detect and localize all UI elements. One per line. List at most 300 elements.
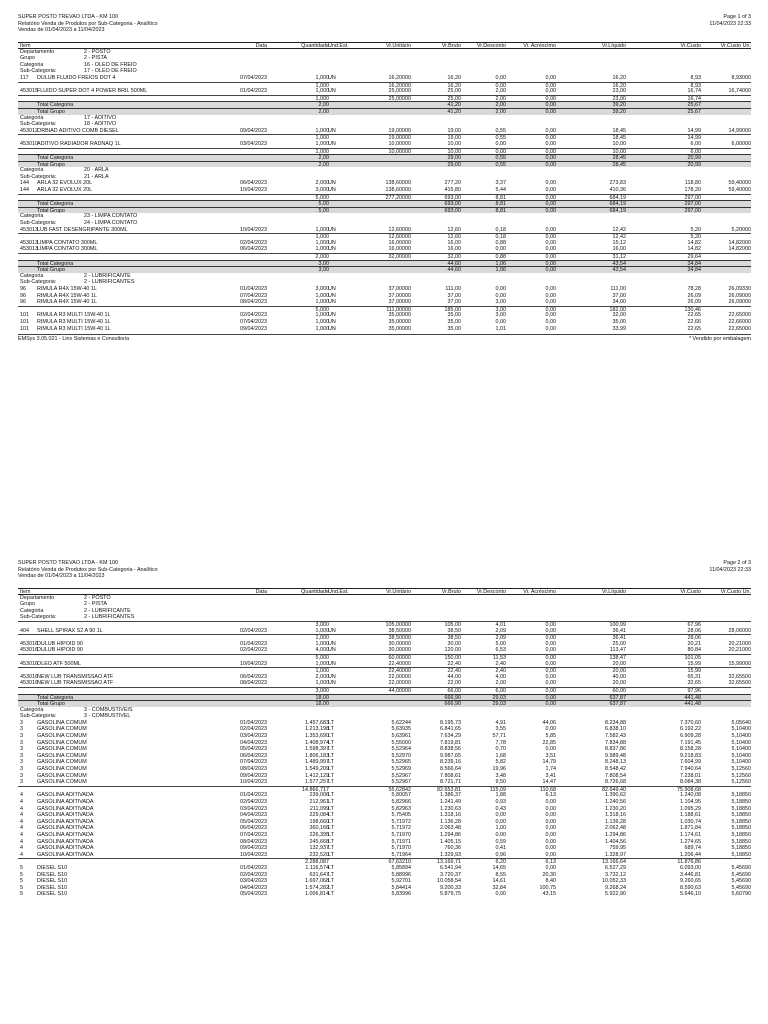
surcharge-value: 0,00: [545, 621, 556, 628]
company-name: SUPER POSTO TREVAO LTDA - KM 100: [18, 560, 118, 566]
quantity: 3,00: [318, 267, 329, 274]
unit-cost: 5,10400: [731, 726, 751, 733]
discount-value: 0,70: [495, 746, 506, 753]
unit-price: 5,82966: [391, 799, 411, 805]
report-rows: [18, 49, 751, 333]
quantity: 360,166: [309, 825, 329, 832]
unit-cost: 5,10400: [731, 739, 751, 746]
group-label: Sub-Categoria:: [20, 713, 57, 720]
discount-value: 3,37: [495, 180, 506, 187]
unit-price: 5,83996: [391, 891, 411, 898]
sale-date: 06/04/2023: [240, 673, 267, 680]
cost-value: 65,31: [687, 673, 701, 680]
group-value: 2 - LUBRIFICANTE: [84, 272, 131, 279]
group-heading-row: [18, 601, 751, 608]
gross-value: 693,00: [444, 207, 461, 214]
cost-value: 1.206,44: [680, 851, 701, 858]
unit-price: 5,71972: [391, 818, 411, 825]
unit-cost: 5,18850: [731, 845, 751, 852]
item-description: DULUB FLUIDO FREIOS DOT 4: [37, 74, 116, 81]
discount-value: 1,88: [495, 792, 506, 799]
table-row: [18, 885, 751, 892]
table-row: [18, 878, 751, 885]
discount-value: 0,55: [495, 155, 506, 162]
table-row: [18, 246, 751, 253]
gross-value: 1.405,15: [440, 838, 461, 845]
surcharge-value: 43,15: [542, 891, 556, 898]
unit-price: 5,84414: [391, 884, 411, 891]
quantity: 2.288,087: [305, 859, 329, 866]
gross-value: 760,36: [444, 845, 461, 852]
item-code: 144: [20, 180, 29, 187]
quantity: 5,000: [315, 654, 329, 661]
net-value: 15,12: [612, 239, 626, 246]
net-value: 684,19: [609, 194, 626, 201]
table-row: [18, 746, 751, 753]
subtotal-row: [18, 858, 751, 865]
cost-value: 297,00: [684, 207, 701, 214]
gross-value: 16,20: [447, 82, 461, 89]
quantity: 1,000: [315, 660, 329, 667]
quantity: 2,000: [315, 254, 329, 260]
sale-date: 02/04/2023: [240, 627, 267, 634]
discount-value: 2,40: [495, 668, 506, 675]
net-value: 1.390,62: [605, 792, 626, 799]
table-row: [18, 75, 751, 82]
surcharge-value: 100,75: [539, 884, 556, 891]
group-heading-row: [18, 115, 751, 122]
surcharge-value: 0,00: [545, 207, 556, 214]
gross-value: 1.136,28: [440, 818, 461, 825]
group-value: 24 - LIMPA CONTATO: [84, 220, 138, 227]
sale-date: 01/04/2023: [240, 285, 267, 292]
surcharge-value: 110,68: [539, 786, 556, 793]
surcharge-value: 0,00: [545, 668, 556, 675]
unit-of-stock: LT: [328, 719, 334, 726]
quantity: 226,395: [309, 831, 329, 838]
group-value: 16 - OLEO DE FREIO: [84, 61, 137, 68]
quantity: 1,000: [315, 635, 329, 642]
unit-price: 5,71970: [391, 845, 411, 852]
sale-date: 07/04/2023: [240, 759, 267, 766]
discount-value: 2,00: [495, 680, 506, 687]
subtotal-row: [18, 667, 751, 674]
unit-cost: 5,45690: [731, 878, 751, 885]
cost-value: 8,93: [690, 82, 701, 89]
discount-value: 3,00: [495, 312, 506, 319]
item-code: 4: [20, 805, 23, 812]
gross-value: 8.838,56: [440, 746, 461, 753]
subtotal-row: [18, 654, 751, 661]
quantity: 3,000: [315, 621, 329, 628]
discount-value: 32,84: [492, 884, 506, 891]
unit-of-stock: LT: [328, 799, 334, 805]
group-heading-row: [18, 174, 751, 181]
total-row: [18, 694, 751, 701]
cost-value: 26,09: [687, 292, 701, 299]
cost-value: 80,84: [687, 647, 701, 654]
quantity: 18,00: [315, 701, 329, 708]
gross-value: 19,00: [447, 135, 461, 142]
surcharge-value: 0,00: [545, 148, 556, 155]
item-code: 117: [20, 74, 29, 81]
quantity: 132,937: [309, 845, 329, 852]
discount-value: 0,55: [495, 161, 506, 168]
sale-date: 03/04/2023: [240, 805, 267, 812]
gross-value: 44,60: [447, 260, 461, 267]
sale-date: 04/04/2023: [240, 812, 267, 819]
table-row: [18, 286, 751, 293]
discount-value: 0,00: [495, 831, 506, 838]
discount-value: 3,48: [495, 772, 506, 779]
item-description: GASOLINA ADITIVADA: [37, 805, 94, 812]
table-row: [18, 674, 751, 681]
unit-price: 10,00000: [388, 148, 411, 155]
discount-value: 6,20: [495, 859, 506, 866]
page-header: [18, 560, 751, 588]
item-code: 453016: [20, 647, 38, 654]
table-row: [18, 299, 751, 306]
discount-value: 5,44: [495, 187, 506, 194]
table-row: [18, 832, 751, 839]
net-value: 20,00: [612, 680, 626, 687]
item-description: GASOLINA ADITIVADA: [37, 812, 94, 819]
surcharge-value: 0,00: [545, 851, 556, 858]
surcharge-value: 0,00: [545, 260, 556, 267]
table-row: [18, 326, 751, 333]
unit-of-stock: UN: [328, 239, 336, 246]
cost-value: 22,66: [687, 318, 701, 325]
cost-value: 1.188,61: [680, 812, 701, 819]
surcharge-value: 5,85: [545, 733, 556, 740]
unit-of-stock: UN: [328, 292, 336, 299]
cost-value: 130,46: [684, 306, 701, 313]
surcharge-value: 0,00: [545, 647, 556, 654]
gross-value: 16,00: [447, 239, 461, 246]
item-code: 5: [20, 871, 23, 878]
net-value: 32,00: [612, 312, 626, 319]
net-value: 1.230,20: [605, 805, 626, 812]
unit-cost: 5,18850: [731, 818, 751, 825]
item-description: Total Categoria: [37, 201, 74, 208]
surcharge-value: 6,13: [545, 792, 556, 799]
unit-price: 19,00000: [388, 135, 411, 142]
surcharge-value: 0,00: [545, 234, 556, 241]
unit-price: 10,00000: [388, 140, 411, 147]
col-vr-desconto: Vr.Desconto: [476, 43, 506, 49]
item-description: GASOLINA ADITIVADA: [37, 825, 94, 832]
unit-cost: 32,65500: [728, 673, 751, 680]
item-description: DIESEL S10: [37, 891, 68, 898]
group-heading-row: [18, 68, 751, 75]
gross-value: 10,00: [447, 148, 461, 155]
unit-price: 138,60000: [385, 187, 411, 194]
discount-value: 2,00: [495, 102, 506, 109]
net-value: 5.922,90: [605, 891, 626, 898]
cost-value: 28,06: [687, 635, 701, 642]
col-vr-custo-un: Vr.Custo Un.: [720, 589, 751, 595]
gross-value: 6.541,94: [440, 864, 461, 871]
discount-value: 1,00: [495, 825, 506, 832]
discount-value: 14,65: [492, 864, 506, 871]
unit-of-stock: LT: [328, 864, 334, 871]
cost-value: 9.260,65: [680, 878, 701, 885]
net-value: 7.834,88: [605, 739, 626, 746]
net-value: 33,99: [612, 325, 626, 332]
item-code: 4: [20, 838, 23, 845]
quantity: 1,000: [315, 312, 329, 319]
page-number: Page 2 of 3: [723, 560, 751, 566]
discount-value: 0,41: [495, 845, 506, 852]
gross-value: 1.329,93: [440, 851, 461, 858]
item-description: NEW LUB TRANSMISSAO ATF: [37, 680, 114, 687]
table-row: [18, 293, 751, 300]
item-description: GASOLINA COMUM: [37, 752, 87, 759]
subtotal-row: [18, 233, 751, 240]
surcharge-value: 0,00: [545, 640, 556, 647]
unit-cost: 5,12560: [731, 779, 751, 786]
unit-cost: 5,12560: [731, 772, 751, 779]
surcharge-value: 0,00: [545, 825, 556, 832]
item-code: 453016: [20, 660, 38, 667]
net-value: 28,45: [612, 155, 626, 162]
quantity: 1,000: [315, 95, 329, 102]
discount-value: 0,00: [495, 818, 506, 825]
cost-value: 441,48: [684, 701, 701, 708]
table-row: [18, 865, 751, 872]
item-code: 101: [20, 318, 29, 325]
sale-date: 02/04/2023: [240, 799, 267, 805]
software-credit: EMSys 3.05.021 - Linx Sistemas e Consultoria: [18, 336, 130, 343]
discount-value: 3,55: [495, 726, 506, 733]
item-description: LIMPA CONTATO 300ML: [37, 246, 98, 253]
sale-date: 02/04/2023: [240, 871, 267, 878]
discount-value: 0,00: [495, 140, 506, 147]
gross-value: 666,90: [444, 694, 461, 701]
total-row: [18, 200, 751, 207]
group-label: Sub-Categoria:: [20, 614, 57, 621]
net-value: 7.582,43: [605, 733, 626, 740]
item-code: 5: [20, 891, 23, 898]
cost-value: 14,99: [687, 127, 701, 134]
unit-of-stock: LT: [328, 818, 334, 825]
unit-price: 138,60000: [385, 180, 411, 187]
net-value: 13.166,64: [602, 859, 626, 866]
item-code: 4: [20, 845, 23, 852]
sale-date: 06/04/2023: [240, 752, 267, 759]
table-row: [18, 806, 751, 813]
sale-date: 02/04/2023: [240, 312, 267, 319]
gross-value: 9.200,33: [440, 884, 461, 891]
item-code: 96: [20, 299, 26, 306]
unit-cost: 20,21000: [728, 640, 751, 647]
table-row: [18, 766, 751, 773]
surcharge-value: 0,00: [545, 627, 556, 634]
gross-value: 6.841,65: [440, 726, 461, 733]
company-name: SUPER POSTO TREVAO LTDA - KM 100: [18, 14, 118, 20]
sale-date: 04/04/2023: [240, 739, 267, 746]
table-row: [18, 740, 751, 747]
discount-value: 8,81: [495, 207, 506, 214]
sale-date: 02/04/2023: [240, 726, 267, 733]
item-code: 453016: [20, 680, 38, 687]
surcharge-value: 0,00: [545, 838, 556, 845]
net-value: 7.808,54: [605, 772, 626, 779]
cost-value: 22,65: [687, 325, 701, 332]
net-value: 23,00: [612, 88, 626, 95]
net-value: 12,42: [612, 234, 626, 241]
page-footer: [18, 334, 751, 342]
item-description: RIMULA R4X 15W-40 1L: [37, 285, 97, 292]
gross-value: 1.318,16: [440, 812, 461, 819]
surcharge-value: 0,00: [545, 187, 556, 194]
discount-value: 0,88: [495, 254, 506, 260]
group-value: 17 - OLEO DE FREIO: [84, 68, 137, 75]
cost-value: 11.876,86: [677, 859, 701, 866]
net-value: 39,20: [612, 108, 626, 115]
unit-price: 37,00000: [388, 299, 411, 306]
item-code: 3: [20, 739, 23, 746]
item-description: Total Grupo: [37, 207, 65, 214]
discount-value: 5,82: [495, 759, 506, 766]
cost-value: 22,65: [687, 312, 701, 319]
net-value: 8.548,42: [605, 766, 626, 773]
item-code: 3: [20, 719, 23, 726]
unit-of-stock: LT: [328, 779, 334, 786]
cost-value: 8.084,38: [680, 779, 701, 786]
table-row: [18, 845, 751, 852]
discount-value: 0,18: [495, 226, 506, 233]
unit-cost: 8,93000: [731, 74, 751, 81]
item-code: 144: [20, 187, 29, 194]
unit-price: 5,85894: [391, 864, 411, 871]
unit-of-stock: UN: [328, 88, 336, 95]
surcharge-value: 0,00: [545, 673, 556, 680]
group-value: 3 - COMBUSTIVEIS: [84, 706, 133, 713]
net-value: 637,87: [609, 701, 626, 708]
cost-value: 34,84: [687, 267, 701, 274]
sale-date: 06/04/2023: [240, 246, 267, 253]
net-value: 138,47: [609, 654, 626, 661]
surcharge-value: 0,00: [545, 746, 556, 753]
unit-cost: 26,09330: [728, 285, 751, 292]
net-value: 8.726,68: [605, 779, 626, 786]
unit-cost: 22,66000: [728, 318, 751, 325]
total-row: [18, 108, 751, 115]
cost-value: 29,64: [687, 254, 701, 260]
quantity: 5,00: [318, 207, 329, 214]
unit-cost: 14,99000: [728, 127, 751, 134]
discount-value: 3,00: [495, 306, 506, 313]
gross-value: 22,40: [447, 660, 461, 667]
col-vr-liquido: Vr.Líquido: [601, 43, 626, 49]
gross-value: 150,00: [444, 654, 461, 661]
surcharge-value: 0,00: [545, 292, 556, 299]
discount-value: 14,61: [492, 878, 506, 885]
cost-value: 78,28: [687, 285, 701, 292]
group-label: Sub-Categoria:: [20, 173, 57, 180]
cost-value: 5,20: [690, 234, 701, 241]
unit-cost: 5,10400: [731, 746, 751, 753]
group-heading-row: [18, 220, 751, 227]
sale-date: 01/04/2023: [240, 640, 267, 647]
unit-price: 12,60000: [388, 234, 411, 241]
unit-cost: 59,40000: [728, 180, 751, 187]
item-description: GASOLINA COMUM: [37, 726, 87, 733]
cost-value: 6.093,00: [680, 864, 701, 871]
cost-value: 32,65: [687, 680, 701, 687]
quantity: 1,000: [315, 88, 329, 95]
discount-value: 4,91: [495, 719, 506, 726]
gross-value: 35,00: [447, 312, 461, 319]
item-code: 3: [20, 752, 23, 759]
net-value: 637,87: [609, 694, 626, 701]
item-code: 404: [20, 627, 29, 634]
unit-of-stock: LT: [328, 752, 334, 759]
unit-of-stock: UN: [328, 627, 336, 634]
col-data: Data: [255, 43, 267, 49]
unit-price: 5,75405: [391, 812, 411, 819]
item-code: 4: [20, 818, 23, 825]
surcharge-value: 3,51: [545, 752, 556, 759]
item-description: Total Grupo: [37, 701, 65, 708]
net-value: 20,00: [612, 668, 626, 675]
sale-date: 01/04/2023: [240, 719, 267, 726]
sale-date: 06/04/2023: [240, 825, 267, 832]
gross-value: 277,20: [444, 180, 461, 187]
gross-value: 29,00: [447, 155, 461, 162]
item-description: GASOLINA ADITIVADA: [37, 845, 94, 852]
sale-date: 06/04/2023: [240, 180, 267, 187]
unit-price: 5,62244: [391, 719, 411, 726]
quantity: 211,099: [309, 805, 329, 812]
item-description: GASOLINA ADITIVADA: [37, 818, 94, 825]
quantity: 1.489,997: [305, 759, 329, 766]
gross-value: 1.294,86: [440, 831, 461, 838]
net-value: 23,00: [612, 95, 626, 102]
quantity: 14.866,717: [302, 786, 329, 793]
quantity: 1.353,690: [305, 733, 329, 740]
discount-value: 0,00: [495, 812, 506, 819]
net-value: 3.732,12: [605, 871, 626, 878]
quantity: 1.549,209: [305, 766, 329, 773]
unit-price: 5,52967: [391, 779, 411, 786]
unit-price: 5,55000: [391, 739, 411, 746]
surcharge-value: 0,00: [545, 239, 556, 246]
discount-value: 0,00: [495, 891, 506, 898]
gross-value: 16,00: [447, 246, 461, 253]
gross-value: 10,00: [447, 140, 461, 147]
gross-value: 8.195,73: [440, 719, 461, 726]
surcharge-value: 0,00: [545, 694, 556, 701]
surcharge-value: 0,00: [545, 74, 556, 81]
unit-price: 67,63210: [388, 859, 411, 866]
unit-of-stock: LT: [328, 831, 334, 838]
unit-of-stock: LT: [328, 726, 334, 733]
surcharge-value: 0,00: [545, 135, 556, 142]
unit-cost: 5,18850: [731, 799, 751, 805]
total-row: [18, 161, 751, 168]
unit-of-stock: UN: [328, 74, 336, 81]
surcharge-value: 14,47: [542, 779, 556, 786]
quantity: 1.408,974: [305, 739, 329, 746]
unit-cost: 5,18850: [731, 831, 751, 838]
quantity: 1,000: [315, 234, 329, 241]
quantity: 232,520: [309, 851, 329, 858]
col-vr-desconto: Vr.Desconto: [476, 589, 506, 595]
quantity: 1,000: [315, 640, 329, 647]
group-value: 2 - LUBRIFICANTE: [84, 607, 131, 614]
